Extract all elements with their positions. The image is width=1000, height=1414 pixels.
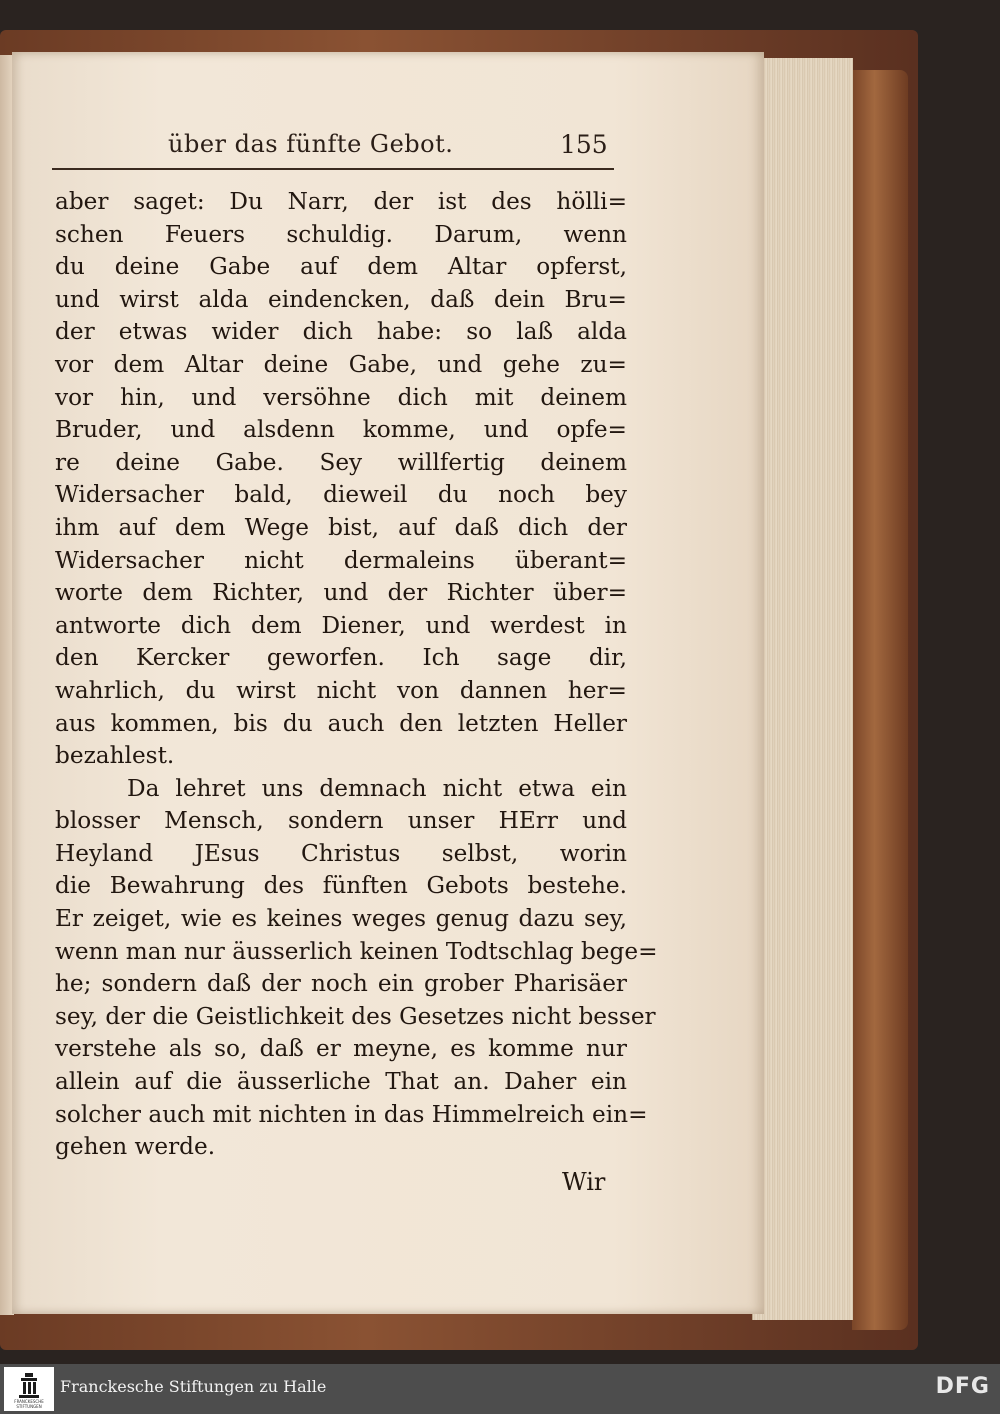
text-line: solcher auch mit nichten in das Himmelreich ein= — [55, 1100, 648, 1128]
text-line: Widersacher bald, dieweil du noch bey — [55, 481, 627, 509]
text-line: ihm auf dem Wege bist, auf daß dich der — [55, 513, 627, 541]
page-edges — [752, 58, 853, 1320]
text-line: he; sondern daß der noch ein grober Pharisäer — [55, 970, 627, 998]
franckesche-stiftungen-logo-icon[interactable] — [4, 1367, 54, 1411]
text-line: wahrlich, du wirst nicht von dannen her= — [55, 676, 627, 704]
text-line: worte dem Richter, und der Richter über= — [55, 579, 627, 607]
institution-name: Franckesche Stiftungen zu Halle — [60, 1377, 327, 1396]
text-line: bezahlest. — [55, 742, 175, 770]
viewer-footer — [0, 1364, 1000, 1414]
text-line: Heyland JEsus Christus selbst, worin — [55, 839, 627, 867]
text-line: allein auf die äusserliche That an. Daher ein — [55, 1068, 627, 1096]
logo-text: FRANCKESCHE STIFTUNGEN — [14, 1399, 44, 1409]
text-line: verstehe als so, daß er meyne, es komme nur — [55, 1035, 627, 1063]
text-line: wenn man nur äusserlich keinen Todtschlag bege= — [55, 937, 658, 965]
page-number: 155 — [560, 130, 608, 159]
text-line: schen Feuers schuldig. Darum, wenn — [55, 220, 627, 248]
text-line: aber saget: Du Narr, der ist des hölli= — [55, 188, 627, 215]
text-line: den Kercker geworfen. Ich sage dir, — [55, 644, 627, 672]
text-line: du deine Gabe auf dem Altar opferst, — [55, 253, 627, 281]
text-line: und wirst alda eindencken, daß dein Bru= — [55, 285, 627, 313]
text-line: vor hin, und versöhne dich mit deinem — [55, 383, 627, 411]
paragraph-first-line: Da lehret uns demnach nicht etwa ein — [127, 774, 627, 802]
text-line: antworte dich dem Diener, und werdest in — [55, 611, 627, 639]
text-line: der etwas wider dich habe: so laß alda — [55, 318, 627, 346]
body-text — [55, 186, 658, 1164]
running-head: über das fünfte Gebot. — [168, 130, 454, 158]
text-line: sey, der die Geistlichkeit des Gesetzes nicht besser — [55, 1002, 656, 1030]
text-line: re deine Gabe. Sey willfertig deinem — [55, 448, 627, 476]
dfg-logo[interactable]: DFG — [935, 1374, 990, 1399]
text-line: gehen werde. — [55, 1133, 216, 1161]
text-line: Widersacher nicht dermaleins überant= — [55, 546, 627, 574]
text-line: blosser Mensch, sondern unser HErr und — [55, 807, 627, 835]
text-line: die Bewahrung des fünften Gebots bestehe. — [55, 872, 627, 900]
catchword: Wir — [562, 1168, 606, 1196]
text-line: Er zeiget, wie es keines weges genug dazu sey, — [55, 905, 627, 933]
header-rule — [52, 168, 614, 170]
text-line: vor dem Altar deine Gabe, und gehe zu= — [55, 350, 627, 378]
book-binding — [852, 70, 908, 1330]
text-line: aus kommen, bis du auch den letzten Heller — [55, 709, 627, 737]
text-line: Bruder, und alsdenn komme, und opfe= — [55, 416, 627, 444]
